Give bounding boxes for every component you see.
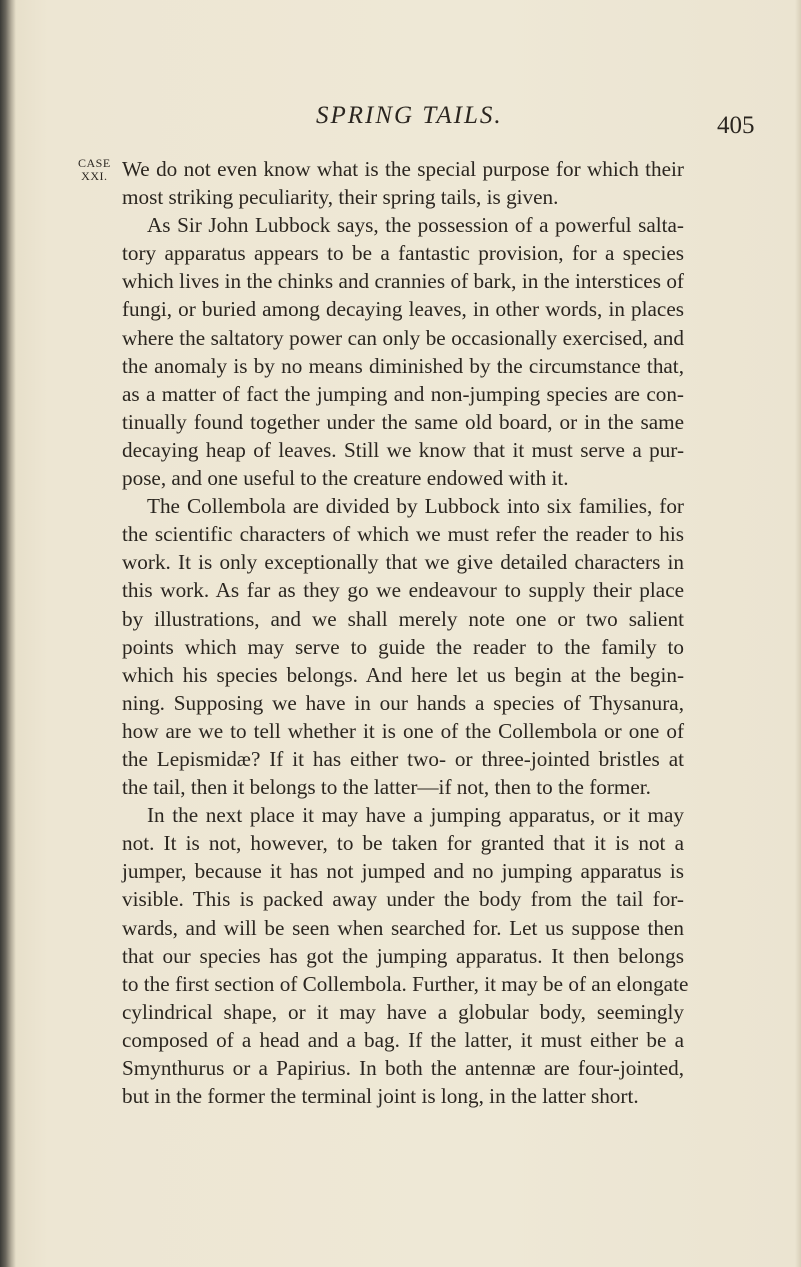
text-line: not. It is not, however, to be taken for granted that it is not a bbox=[122, 831, 684, 856]
text-line: the anomaly is by no means diminished by the circumstance that, bbox=[122, 353, 684, 378]
text-line: fungi, or buried among decaying leaves, in other words, in places bbox=[122, 297, 684, 322]
text-line: jumper, because it has not jumped and no jumping apparatus is bbox=[122, 859, 684, 884]
text-line: but in the former the terminal joint is long, in the latter short. bbox=[122, 1084, 639, 1109]
text-line: As Sir John Lubbock says, the possession of a powerful salta- bbox=[147, 213, 684, 238]
text-line: the tail, then it belongs to the latter—if not, then to the former. bbox=[122, 775, 651, 800]
text-line: Smynthurus or a Papirius. In both the antennæ are four-jointed, bbox=[122, 1056, 684, 1080]
text-line: cylindrical shape, or it may have a globular body, seemingly bbox=[122, 999, 684, 1024]
text-line: the scientific characters of which we must refer the reader to his bbox=[122, 522, 684, 547]
text-line: tory apparatus appears to be a fantastic provision, for a species bbox=[122, 241, 684, 266]
text-line: how are we to tell whether it is one of the Collembola or one of bbox=[122, 718, 684, 743]
text-line: tinually found together under the same old board, or in the same bbox=[122, 409, 684, 434]
page-number: 405 bbox=[717, 112, 755, 139]
text-line: by illustrations, and we shall merely note one or two salient bbox=[122, 606, 684, 631]
text-line: ning. Supposing we have in our hands a species of Thysanura, bbox=[122, 690, 684, 715]
text-line: wards, and will be seen when searched for. Let us suppose then bbox=[122, 915, 684, 940]
text-line: The Collembola are divided by Lubbock into six families, for bbox=[147, 494, 684, 519]
text-line: which lives in the chinks and crannies of bark, in the interstices of bbox=[122, 269, 684, 294]
margin-note-line: CASE bbox=[78, 156, 111, 170]
text-line: to the first section of Collembola. Further, it may be of an elongate bbox=[122, 971, 689, 996]
text-line: which his species belongs. And here let us begin at the begin- bbox=[122, 662, 684, 687]
page-edge bbox=[795, 0, 801, 1267]
text-line: work. It is only exceptionally that we give detailed characters in bbox=[122, 550, 684, 575]
text-line: as a matter of fact the jumping and non-jumping species are con- bbox=[122, 381, 684, 406]
margin-note-line: XXI. bbox=[81, 169, 108, 183]
margin-note bbox=[78, 157, 111, 183]
binding-shadow bbox=[0, 0, 16, 1267]
text-line: In the next place it may have a jumping apparatus, or it may bbox=[147, 803, 684, 828]
text-line: pose, and one useful to the creature endowed with it. bbox=[122, 466, 569, 491]
text-line: where the saltatory power can only be occasionally exercised, and bbox=[122, 325, 684, 350]
running-head: SPRING TAILS. bbox=[316, 102, 503, 129]
text-line: visible. This is packed away under the body from the tail for- bbox=[122, 887, 684, 912]
text-line: most striking peculiarity, their spring tails, is given. bbox=[122, 185, 559, 210]
text-line: the Lepismidæ? If it has either two- or three-jointed bristles at bbox=[122, 746, 684, 771]
text-line: composed of a head and a bag. If the latter, it must either be a bbox=[122, 1027, 684, 1052]
body-text bbox=[122, 155, 689, 1110]
text-line: We do not even know what is the special purpose for which their bbox=[122, 157, 684, 181]
text-line: points which may serve to guide the reader to the family to bbox=[122, 634, 684, 659]
text-line: this work. As far as they go we endeavour to supply their place bbox=[122, 578, 684, 603]
text-line: that our species has got the jumping apparatus. It then belongs bbox=[122, 943, 684, 968]
text-line: decaying heap of leaves. Still we know that it must serve a pur- bbox=[122, 437, 684, 462]
